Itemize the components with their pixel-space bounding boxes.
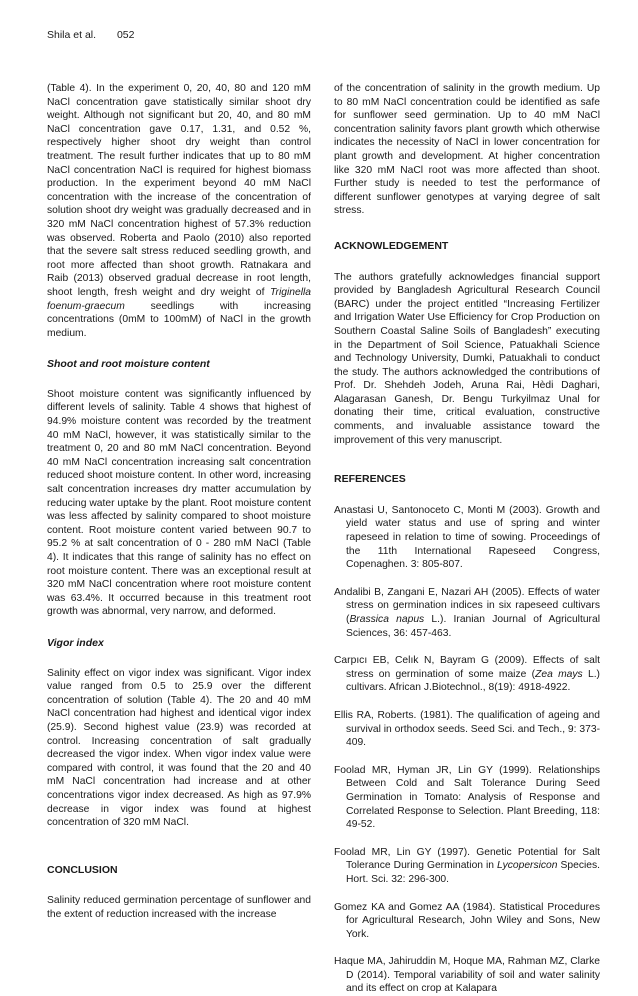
text-run: (Table 4). In the experiment 0, 20, 40, 80 and 120 mM NaCl concentration gave statistically similar shoot dry weight. Although not significant but 20, 40, and 80 mM NaCl concentration gave 0.17, 1.31, and 0.52 %, respectively higher shoot dry weight than control treatment. The result further indicates that up to 80 mM NaCl concentration NaCl is required for highest biomass production. In the experiment beyond 40 mM NaCl concentration with the increase of the concentration of solution shoot dry weight was gradually decreased and in 320 mM NaCl concentration highest of 57.3% reduction was observed. Roberta and Paolo (2010) also reported that the severe salt stress reduced seedling growth, and root more affected than shoot growth. Ratnakara and Raib (2013) observed gradual decrease in root length, shoot length, fresh weight and dry weight of [47, 83, 311, 298]
species-name: Brassica napus [349, 614, 425, 625]
paragraph-vigor-index: Salinity effect on vigor index was significant. Vigor index value ranged from 0.5 to 25.9 over the different concentration of solution (Table 4). The 20 and 40 mM NaCl concentration had highest and identical vigor index (25.9). Second highest value (23.9) was recorded at control. Increasing concentration of salt gradually decreased the vigor index. When vigor index value were compared with control, it was found that the 20 and 40 mM NaCl concentration had increase and at other concentrations vigor index decreased. As high as 97.9% decrease in vigor index was found at highest concentration of 320 mM NaCl. [47, 667, 311, 829]
reference-item [334, 846, 600, 887]
text-run: seedlings with increasing concentrations (0mM to 100mM) of NaCl in the growth medium. [47, 300, 311, 339]
text-run: Andalibi B, Zangani E, Nazari AH (2005). Effects of water stress on germination indices in six rapeseed cultivars ( [334, 586, 600, 625]
subheading-vigor-index: Vigor index [47, 636, 104, 649]
left-column [47, 82, 311, 921]
paragraph-acknowledgement: The authors gratefully acknowledges financial support provided by Bangladesh Agricultural Research Council (BARC) under the project entitled “Increasing Fertilizer and Irrigation Water Use Efficiency for Crop Production on Southern Coastal Saline Soils of Bangladesh” executing in the Department of Soil Science, Patuakhali Science and Technology University, Dumki, Patuakhali to conduct the study. The authors acknowledged the contributions of Prof. Dr. Shehdeh Jodeh, Aruna Rai, Hèdi Daghari, Alagarasan Ganesh, Dr. Bengu Turkyilmaz Unal for donating their time, critical evaluation, constructive comments, and invaluable assistance toward the improvement of this very manuscript. [334, 271, 600, 446]
reference-list [334, 504, 600, 996]
reference-item: Foolad MR, Hyman JR, Lin GY (1999). Relationships Between Cold and Salt Tolerance During Seed Germination in Tomato: Analysis of Response and Correlated Response to Selection. Plant Breeding, 118: 49-52. [334, 764, 600, 831]
reference-item: Ellis RA, Roberts. (1981). The qualification of ageing and survival in orthodox seeds. Seed Sci. and Tech., 9: 373-409. [334, 709, 600, 749]
paragraph-shoot-dry-weight [47, 82, 311, 340]
heading-conclusion: CONCLUSION [47, 863, 118, 876]
reference-item: Haque MA, Jahiruddin M, Hoque MA, Rahman MZ, Clarke D (2014). Temporal variability of soil and water salinity and its effect on crop at Kalapara [334, 956, 600, 995]
text-run: Carpıcı EB, Celık N, Bayram G (2009). Effects of salt stress on germination of some maize ( [334, 655, 600, 680]
subheading-moisture-content: Shoot and root moisture content [47, 358, 210, 371]
reference-item [334, 654, 600, 695]
header-authors: Shila et al. [47, 29, 97, 41]
text-run: L.) cultivars. African J.Biotechnol., 8(19): 4918-4922. [346, 668, 600, 694]
reference-item: Anastasi U, Santonoceto C, Monti M (2003). Growth and yield water status and use of spring and winter rapeseed in relation to time of sowing. Proceedings of the 11th International Rapeseed Congress, Copenaghen. 3: 805-807. [334, 504, 600, 571]
heading-references: REFERENCES [334, 473, 406, 486]
paragraph-conclusion-continued: of the concentration of salinity in the growth medium. Up to 80 mM NaCl concentration could be identified as safe for sunflower seed germination. Up to 40 mM NaCl concentration salinity favors plant growth which otherwise indicates the necessity of NaCl in lower concentration for plant growth and development. At higher concentration like 320 mM NaCl root was more affected than shoot. Further study is needed to test the performance of different sunflower genotypes at varying degree of salt stress. [334, 83, 600, 217]
text-run: Species. Hort. Sci. 32: 296-300. [346, 860, 600, 885]
heading-acknowledgement: ACKNOWLEDGEMENT [334, 239, 449, 252]
species-name: Lycopersicon [497, 860, 558, 872]
reference-item: Gomez KA and Gomez AA (1984). Statistical Procedures for Agricultural Research, John Wiley and Sons, New York. [334, 901, 600, 940]
species-name: Triginella foenum-graecum [47, 286, 311, 312]
reference-item [334, 586, 600, 640]
paragraph-moisture-content: Shoot moisture content was significantly influenced by different levels of salinity. Table 4 shows that highest of 94.9% moisture content was recorded by the treatment 40 mM NaCl, however, it was statistically similar to the treatment 0, 20 and 80 mM NaCl concentration. Beyond 40 mM NaCl concentration increasing salt concentration reduced shoot moisture content. In other word, increasing salt concentration increases dry matter accumulation by reducing water uptake by the plant. Root moisture content was less affected by salinity compared to shoot moisture content. Root moisture content varied between 90.7 to 95.2 % at salt concentration of 0 - 280 mM NaCl (Table 4). It indicates that this range of salinity has no effect on root moisture content. There was an exceptional result at 320 mM NaCl concentration where root moisture content was 63.4%. It occurred because in this treatment root growth was abnormal, very narrow, and deformed. [47, 388, 311, 618]
text-run: Foolad MR, Lin GY (1997). Genetic Potential for Salt Tolerance During Germination in [334, 846, 600, 872]
species-name: Zea mays [535, 668, 583, 680]
running-header [47, 29, 134, 41]
text-run: L.). Iranian Journal of Agricultural Sciences, 36: 457-463. [346, 614, 600, 639]
paragraph-conclusion: Salinity reduced germination percentage of sunflower and the extent of reduction increased with the increase [47, 895, 311, 920]
right-column [334, 82, 600, 996]
header-page-number: 052 [116, 29, 135, 41]
